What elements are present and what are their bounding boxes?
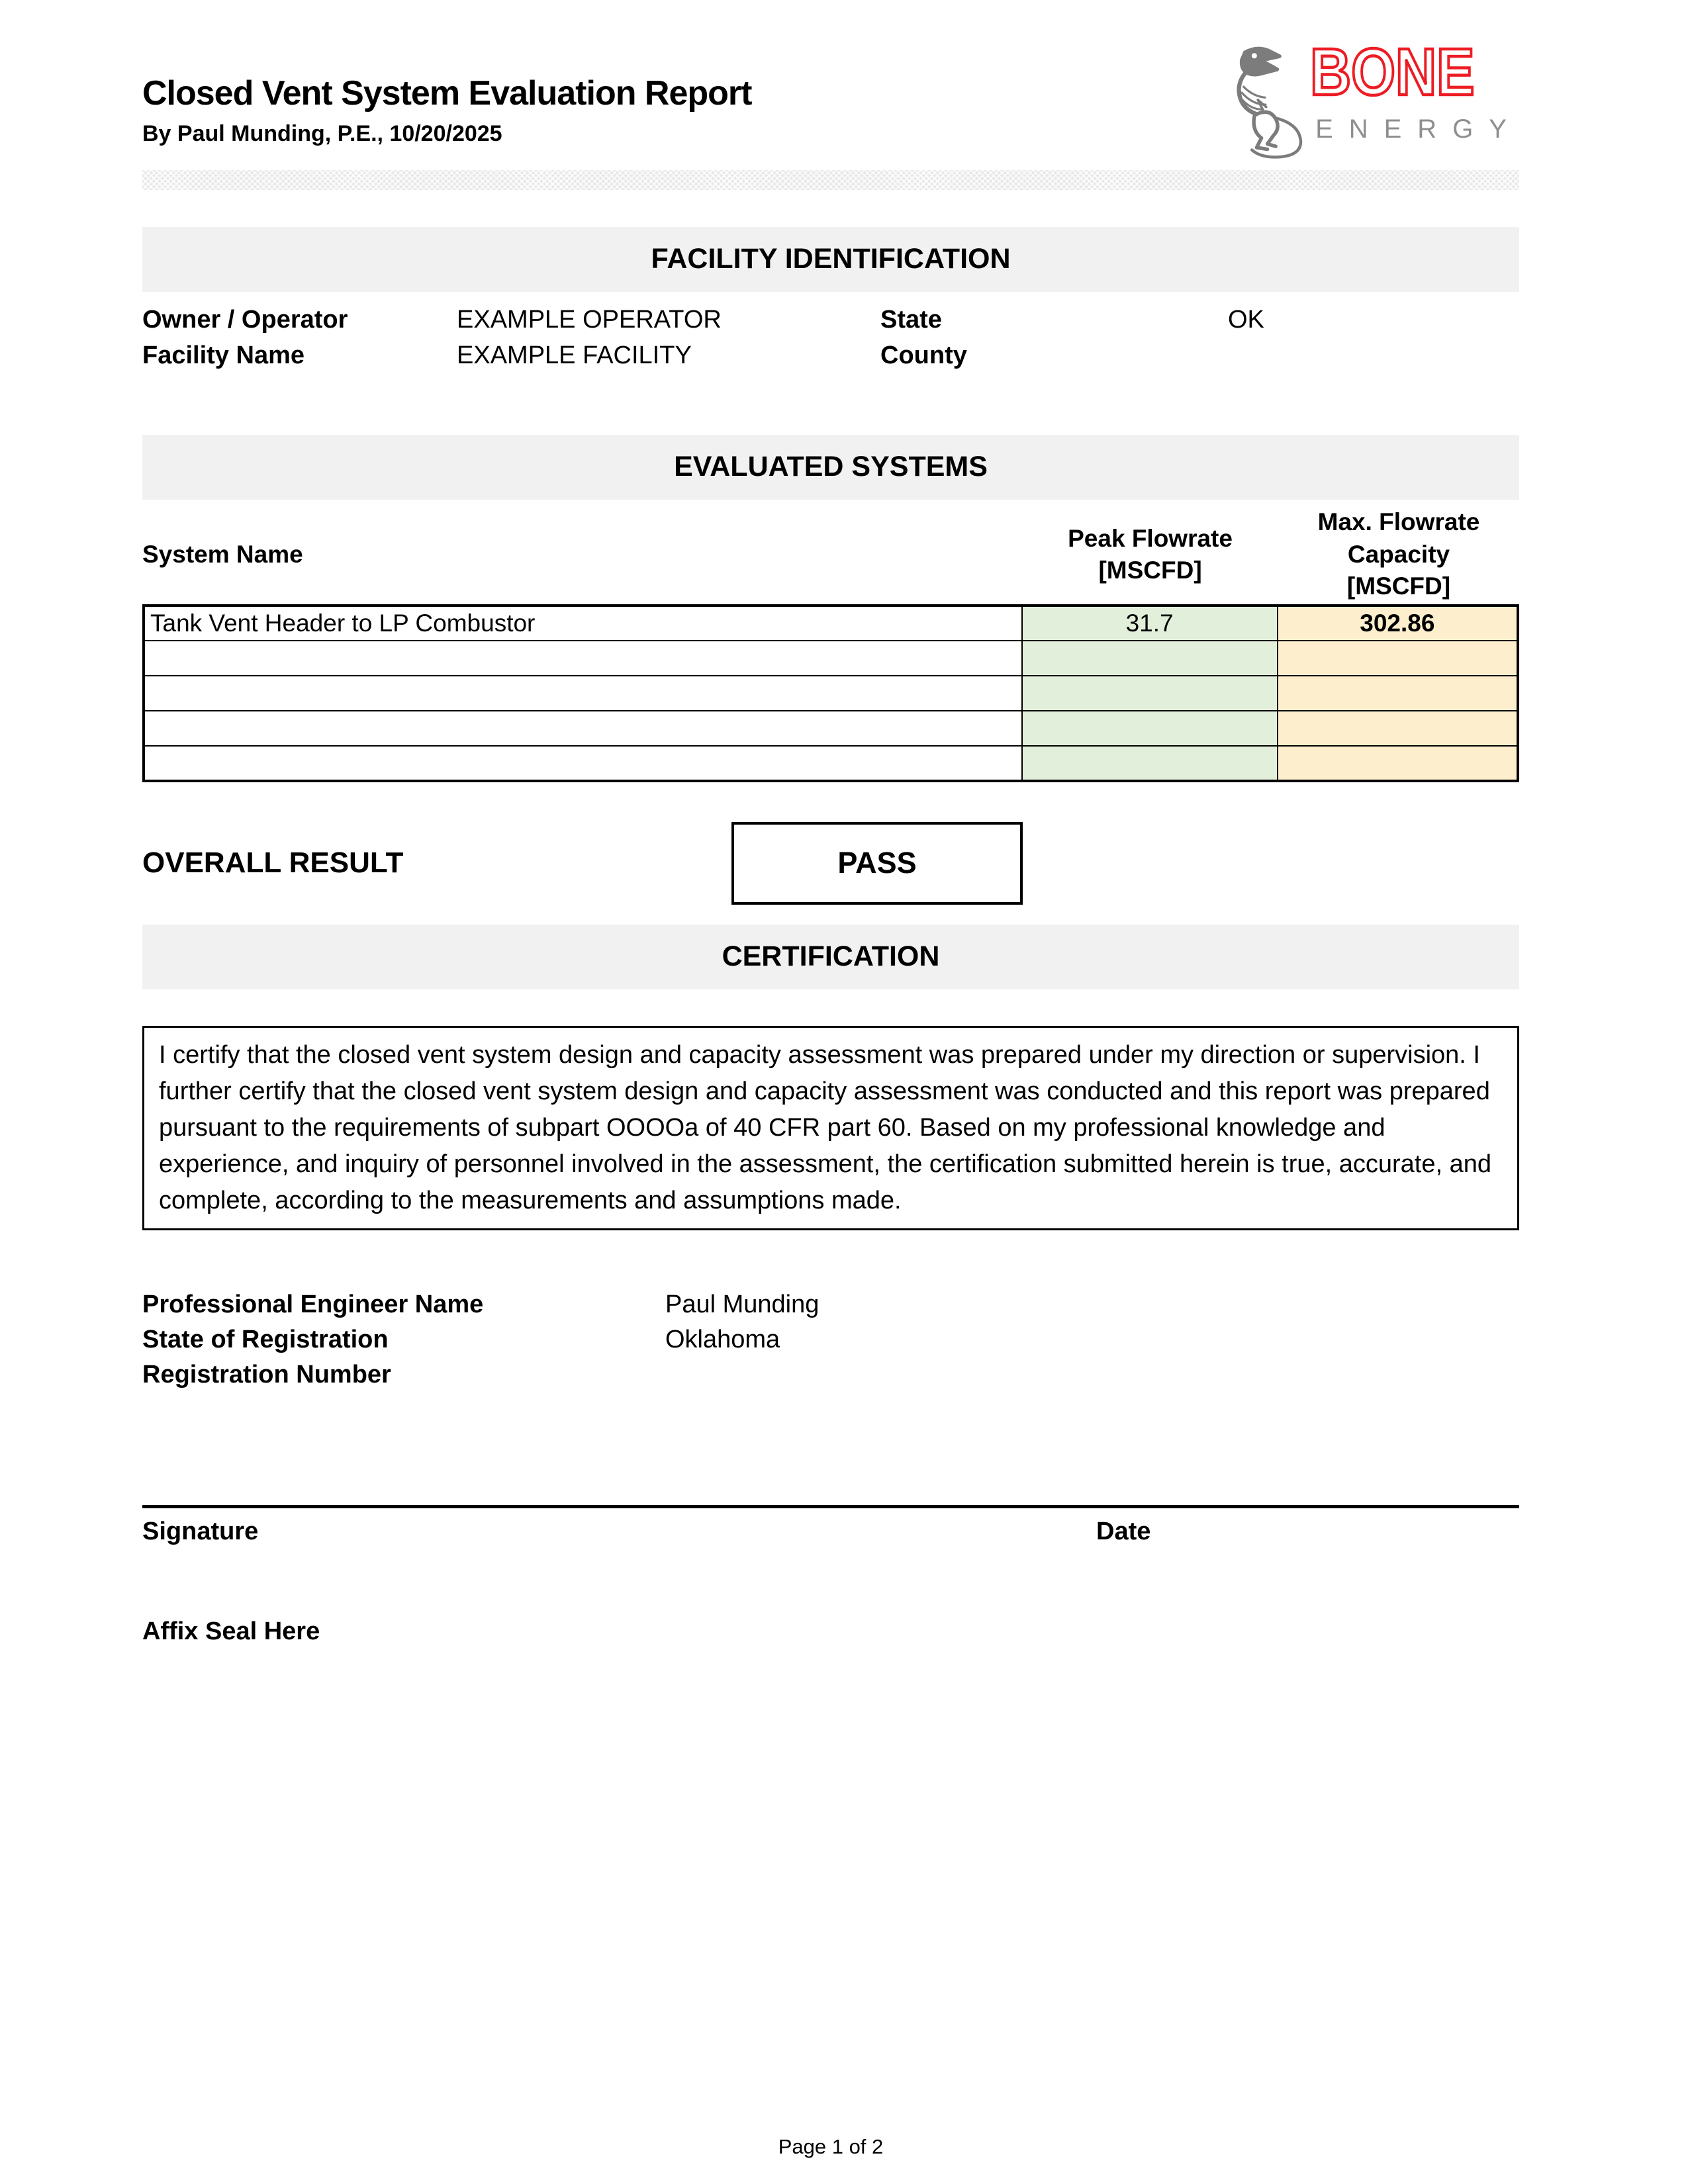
logo-brand-word: BONE: [1310, 35, 1475, 109]
peak-flowrate-cell: 31.7: [1022, 606, 1278, 641]
overall-result-label: OVERALL RESULT: [142, 846, 404, 880]
report-byline: By Paul Munding, P.E., 10/20/2025: [142, 120, 502, 146]
section-header-evaluated-systems: [142, 435, 1519, 500]
peak-flowrate-cell: [1022, 746, 1278, 781]
overall-result-value: PASS: [837, 846, 917, 880]
registration-state-label: State of Registration: [142, 1326, 389, 1354]
trex-skeleton-icon: [1223, 41, 1313, 163]
peak-flowrate-cell: [1022, 641, 1278, 676]
column-header-system-name: System Name: [142, 540, 303, 568]
page-title: Closed Vent System Evaluation Report: [142, 74, 752, 113]
max-flowrate-capacity-cell: [1278, 676, 1518, 711]
table-row: [144, 606, 1518, 641]
section-header-facility-identification: [142, 227, 1519, 292]
max-flowrate-capacity-cell: 302.86: [1278, 606, 1518, 641]
registration-number-label: Registration Number: [142, 1361, 391, 1389]
system-name-cell: Tank Vent Header to LP Combustor: [144, 606, 1022, 641]
signature-label-row: [142, 1518, 1519, 1546]
facility-name-label: Facility Name: [142, 341, 305, 370]
owner-operator-label: Owner / Operator: [142, 306, 348, 334]
owner-operator-value: EXAMPLE OPERATOR: [457, 306, 722, 334]
engineer-fields: [142, 1287, 1519, 1392]
engineer-field-row: [142, 1287, 1519, 1322]
decorative-divider-strip: [142, 170, 1519, 190]
state-value: OK: [1228, 306, 1264, 334]
peak-flowrate-cell: [1022, 676, 1278, 711]
table-row: [144, 641, 1518, 676]
system-name-cell: [144, 746, 1022, 781]
max-flowrate-capacity-cell: [1278, 711, 1518, 746]
evaluated-systems-table: [142, 604, 1519, 782]
system-name-cell: [144, 641, 1022, 676]
facility-row: [142, 338, 1519, 374]
peak-flowrate-cell: [1022, 711, 1278, 746]
facility-name-value: EXAMPLE FACILITY: [457, 341, 692, 370]
engineer-name-value: Paul Munding: [665, 1291, 820, 1319]
engineer-field-row: [142, 1357, 1519, 1392]
signature-label: Signature: [142, 1518, 259, 1546]
system-name-cell: [144, 711, 1022, 746]
signature-line: [142, 1505, 1519, 1508]
certification-statement-box: [142, 1026, 1519, 1230]
certification-statement: I certify that the closed vent system design and capacity assessment was prepared under my direction or supervision. I further certify that the closed vent system design and capacity assessment was conducted and this report was prepared pursuant to the requirements of subpart OOOOa of 40 CFR part 60. Based on my professional knowledge and experience, and inquiry of personnel involved in the assessment, the certification submitted herein is true, accurate, and complete, according to the measurements and assumptions made.: [159, 1040, 1492, 1214]
overall-result-section: [142, 822, 1519, 905]
section-title: EVALUATED SYSTEMS: [674, 451, 988, 483]
max-flowrate-capacity-cell: [1278, 641, 1518, 676]
engineer-name-label: Professional Engineer Name: [142, 1291, 484, 1319]
section-title: FACILITY IDENTIFICATION: [651, 243, 1011, 275]
report-header: [142, 35, 1523, 148]
section-header-certification: [142, 925, 1519, 989]
table-row: [144, 746, 1518, 781]
column-header-max-flowrate-capacity: Max. Flowrate Capacity [MSCFD]: [1317, 508, 1480, 600]
state-label: State: [880, 306, 942, 334]
overall-result-box: [731, 822, 1023, 905]
registration-state-value: Oklahoma: [665, 1326, 780, 1354]
engineer-field-row: [142, 1322, 1519, 1357]
logo-tagline-word: ENERGY: [1315, 114, 1523, 144]
company-logo: [1223, 35, 1523, 163]
table-row: [144, 711, 1518, 746]
facility-row: [142, 302, 1519, 338]
table-row: [144, 676, 1518, 711]
max-flowrate-capacity-cell: [1278, 746, 1518, 781]
systems-table-header: [142, 505, 1519, 604]
county-label: County: [880, 341, 967, 370]
date-label: Date: [1096, 1518, 1151, 1546]
facility-identification-fields: [142, 302, 1519, 374]
affix-seal-label: Affix Seal Here: [142, 1617, 320, 1646]
logo-text: [1310, 35, 1523, 144]
column-header-peak-flowrate: Peak Flowrate [MSCFD]: [1068, 524, 1233, 584]
section-title: CERTIFICATION: [722, 940, 940, 973]
page-footer: Page 1 of 2: [778, 2135, 884, 2158]
system-name-cell: [144, 676, 1022, 711]
